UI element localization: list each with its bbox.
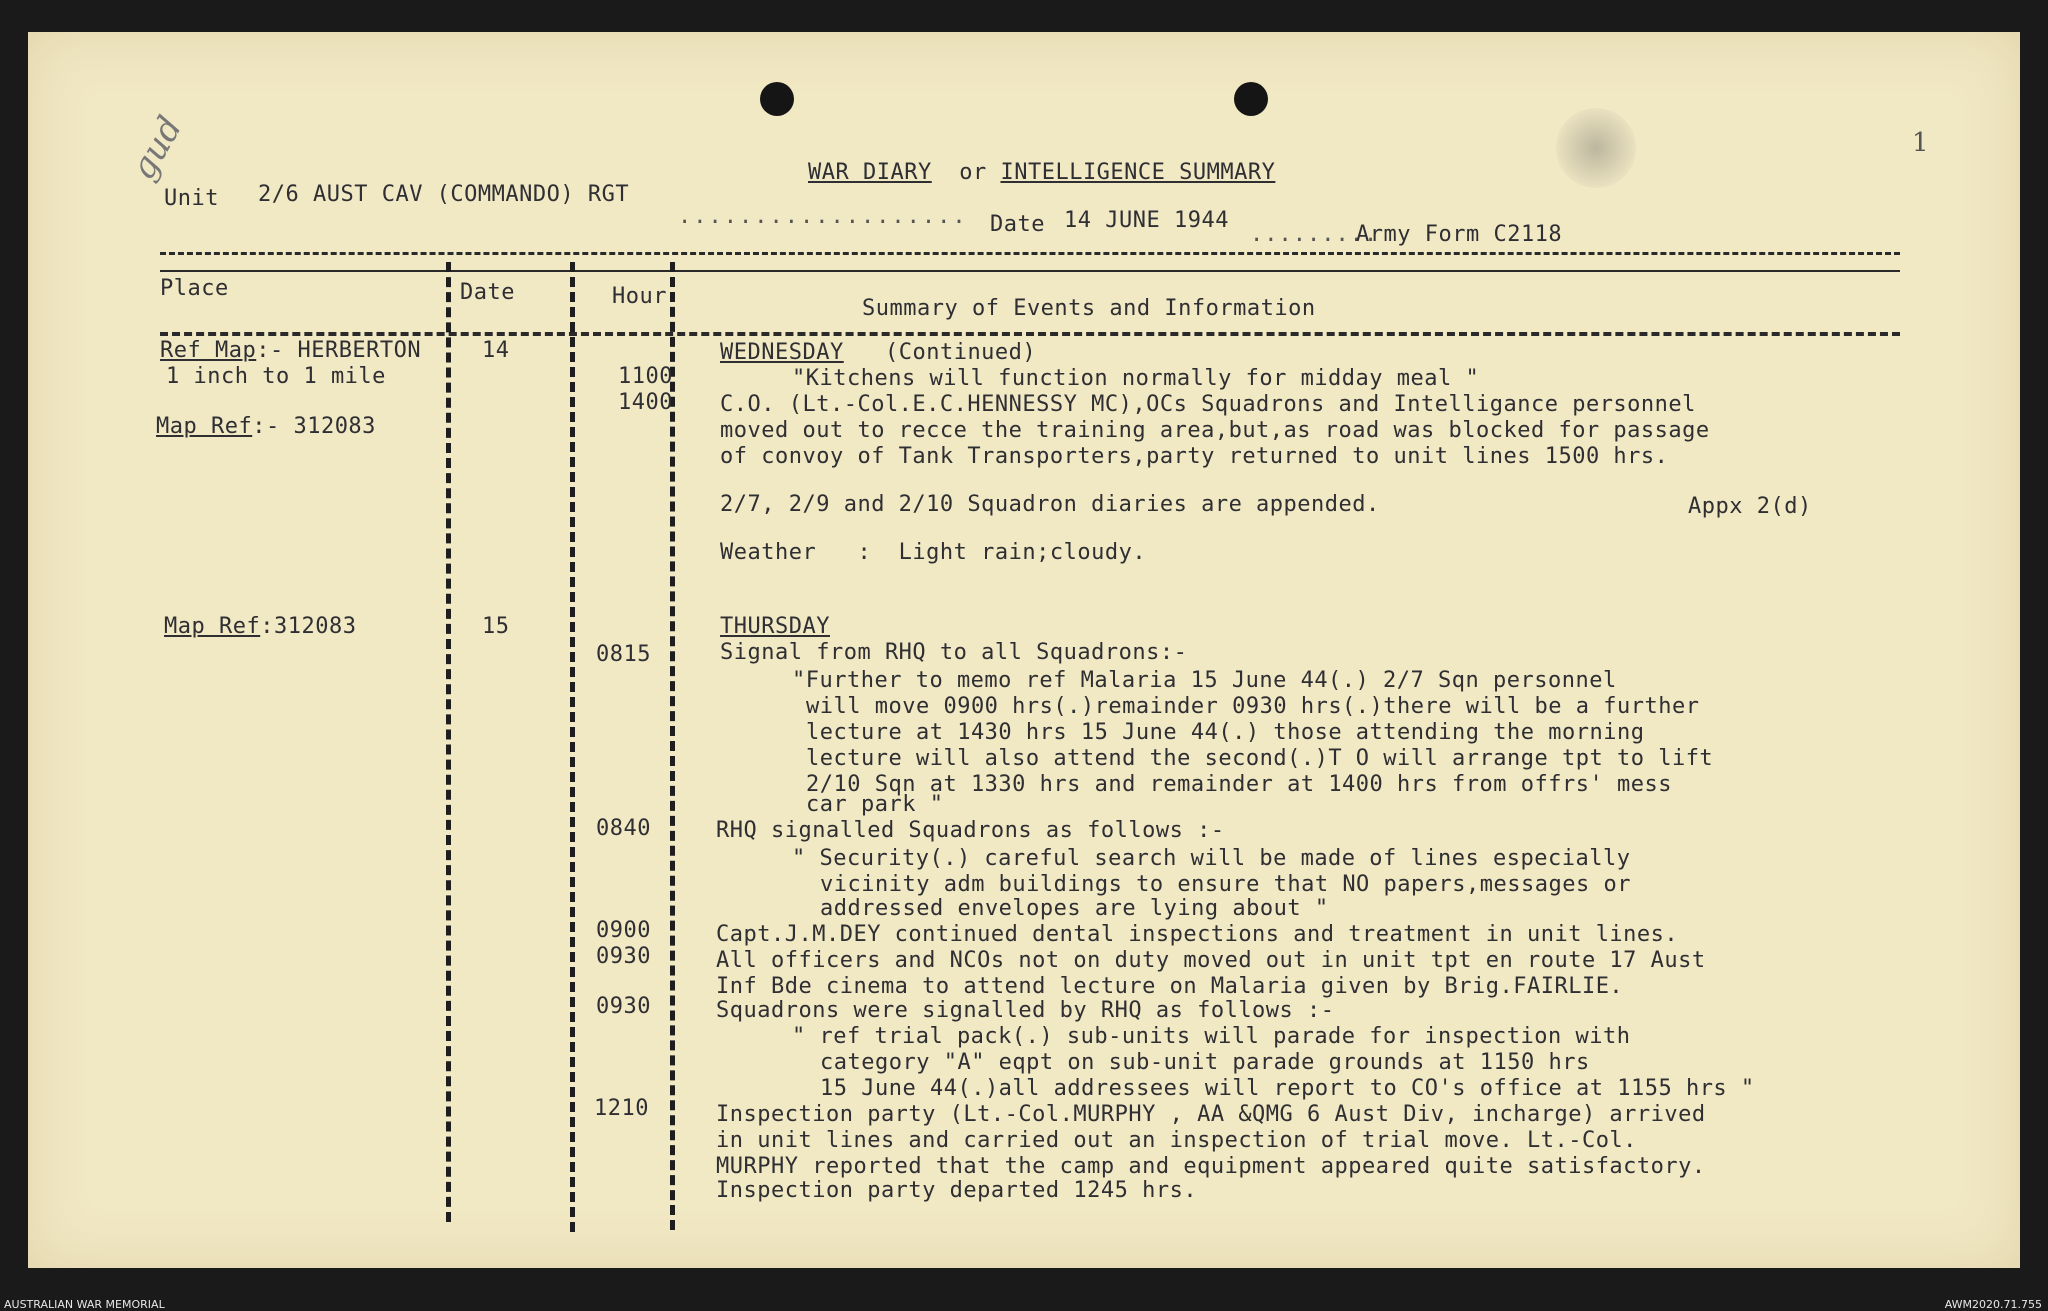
entry-line: 2/7, 2/9 and 2/10 Squadron diaries are appended. <box>720 492 1380 517</box>
rule-top <box>160 252 1900 255</box>
handwritten-initial: gud <box>123 109 191 187</box>
hour-0930-a: 0930 <box>596 944 651 969</box>
ink-smudge <box>1556 108 1636 188</box>
hour-0840: 0840 <box>596 816 651 841</box>
hour-0900: 0900 <box>596 918 651 943</box>
hour-0815: 0815 <box>596 642 651 667</box>
entry-line: "Further to memo ref Malaria 15 June 44(.) 2/7 Sqn personnel <box>792 668 1617 693</box>
entry-line: Squadrons were signalled by RHQ as follows :- <box>716 998 1335 1023</box>
entry-line: MURPHY reported that the camp and equipment appeared quite satisfactory. <box>716 1154 1706 1179</box>
entry-line: vicinity adm buildings to ensure that NO papers,messages or <box>820 872 1631 897</box>
date-14: 14 <box>482 338 510 363</box>
rule-top-solid <box>160 270 1900 272</box>
punch-hole-right <box>1234 82 1268 116</box>
entry-line: C.O. (Lt.-Col.E.C.HENNESSY MC),OCs Squadrons and Intelligance personnel <box>720 392 1696 417</box>
entry-line: Inspection party departed 1245 hrs. <box>716 1178 1198 1203</box>
entry-line: Inf Bde cinema to attend lecture on Malaria given by Brig.FAIRLIE. <box>716 974 1624 999</box>
unit-value: 2/6 AUST CAV (COMMANDO) RGT <box>258 182 630 207</box>
entry-line: Capt.J.M.DEY continued dental inspections and treatment in unit lines. <box>716 922 1679 947</box>
entry-line: " ref trial pack(.) sub-units will parade for inspection with <box>792 1024 1631 1049</box>
day-heading-wednesday: WEDNESDAY (Continued) <box>720 340 1037 365</box>
entry-line: 15 June 44(.)all addressees will report to CO's office at 1155 hrs " <box>820 1076 1755 1101</box>
map-scale: 1 inch to 1 mile <box>166 364 386 389</box>
map-ref-2: Map Ref:312083 <box>164 614 357 639</box>
map-ref: Map Ref:- 312083 <box>156 414 376 439</box>
entry-line: " Security(.) careful search will be made of lines especially <box>792 846 1631 871</box>
column-divider-2 <box>570 262 575 1232</box>
hour-0930-b: 0930 <box>596 994 651 1019</box>
hour-1210: 1210 <box>594 1096 649 1121</box>
entry-line: in unit lines and carried out an inspection of trial move. Lt.-Col. <box>716 1128 1637 1153</box>
date-dotted-line: ......... <box>1250 222 1379 247</box>
date-value: 14 JUNE 1944 <box>1064 208 1229 233</box>
entry-line: will move 0900 hrs(.)remainder 0930 hrs(.)there will be a further <box>806 694 1700 719</box>
hour-1400: 1400 <box>618 390 673 415</box>
unit-label: Unit <box>164 186 219 211</box>
col-place: Place <box>160 276 229 301</box>
weather-line: Weather : Light rain;cloudy. <box>720 540 1147 565</box>
entry-line: All officers and NCOs not on duty moved out in unit tpt en route 17 Aust <box>716 948 1706 973</box>
entry-line: moved out to recce the training area,but,as road was blocked for passage <box>720 418 1710 443</box>
ref-map: Ref Map:- HERBERTON <box>160 338 422 363</box>
column-divider-1 <box>446 262 451 1222</box>
entry-line: addressed envelopes are lying about " <box>820 896 1329 921</box>
col-hour: Hour <box>612 284 667 309</box>
entry-line: category "A" eqpt on sub-unit parade grounds at 1150 hrs <box>820 1050 1590 1075</box>
appendix-ref: Appx 2(d) <box>1688 494 1812 519</box>
page-number: 1 <box>1912 128 1929 158</box>
day-heading-thursday: THURSDAY <box>720 614 830 639</box>
hour-1100: 1100 <box>618 364 673 389</box>
footer-accession: AWM2020.71.755 <box>1944 1298 2042 1311</box>
entry-line: Inspection party (Lt.-Col.MURPHY , AA &QMG 6 Aust Div, incharge) arrived <box>716 1102 1706 1127</box>
unit-dotted-line: ................... <box>678 204 968 229</box>
entry-line: car park " <box>806 792 944 817</box>
col-date: Date <box>460 280 515 305</box>
entry-line: 2/10 Sqn at 1330 hrs and remainder at 1400 hrs from offrs' mess <box>806 772 1672 797</box>
entry-line: Signal from RHQ to all Squadrons:- <box>720 640 1188 665</box>
punch-hole-left <box>760 82 794 116</box>
entry-line: RHQ signalled Squadrons as follows :- <box>716 818 1225 843</box>
col-summary: Summary of Events and Information <box>862 296 1316 321</box>
date-label: Date <box>990 212 1045 237</box>
footer-credit: AUSTRALIAN WAR MEMORIAL <box>4 1298 165 1311</box>
entry-line: of convoy of Tank Transporters,party returned to unit lines 1500 hrs. <box>720 444 1669 469</box>
entry-line: lecture at 1430 hrs 15 June 44(.) those attending the morning <box>806 720 1645 745</box>
rule-header-bottom <box>160 332 1900 336</box>
form-title: WAR DIARY or INTELLIGENCE SUMMARY <box>808 160 1276 185</box>
army-form: Army Form C2118 <box>1356 222 1563 247</box>
entry-line: lecture will also attend the second(.)T O will arrange tpt to lift <box>806 746 1714 771</box>
entry-line: "Kitchens will function normally for midday meal " <box>792 366 1480 391</box>
date-15: 15 <box>482 614 510 639</box>
